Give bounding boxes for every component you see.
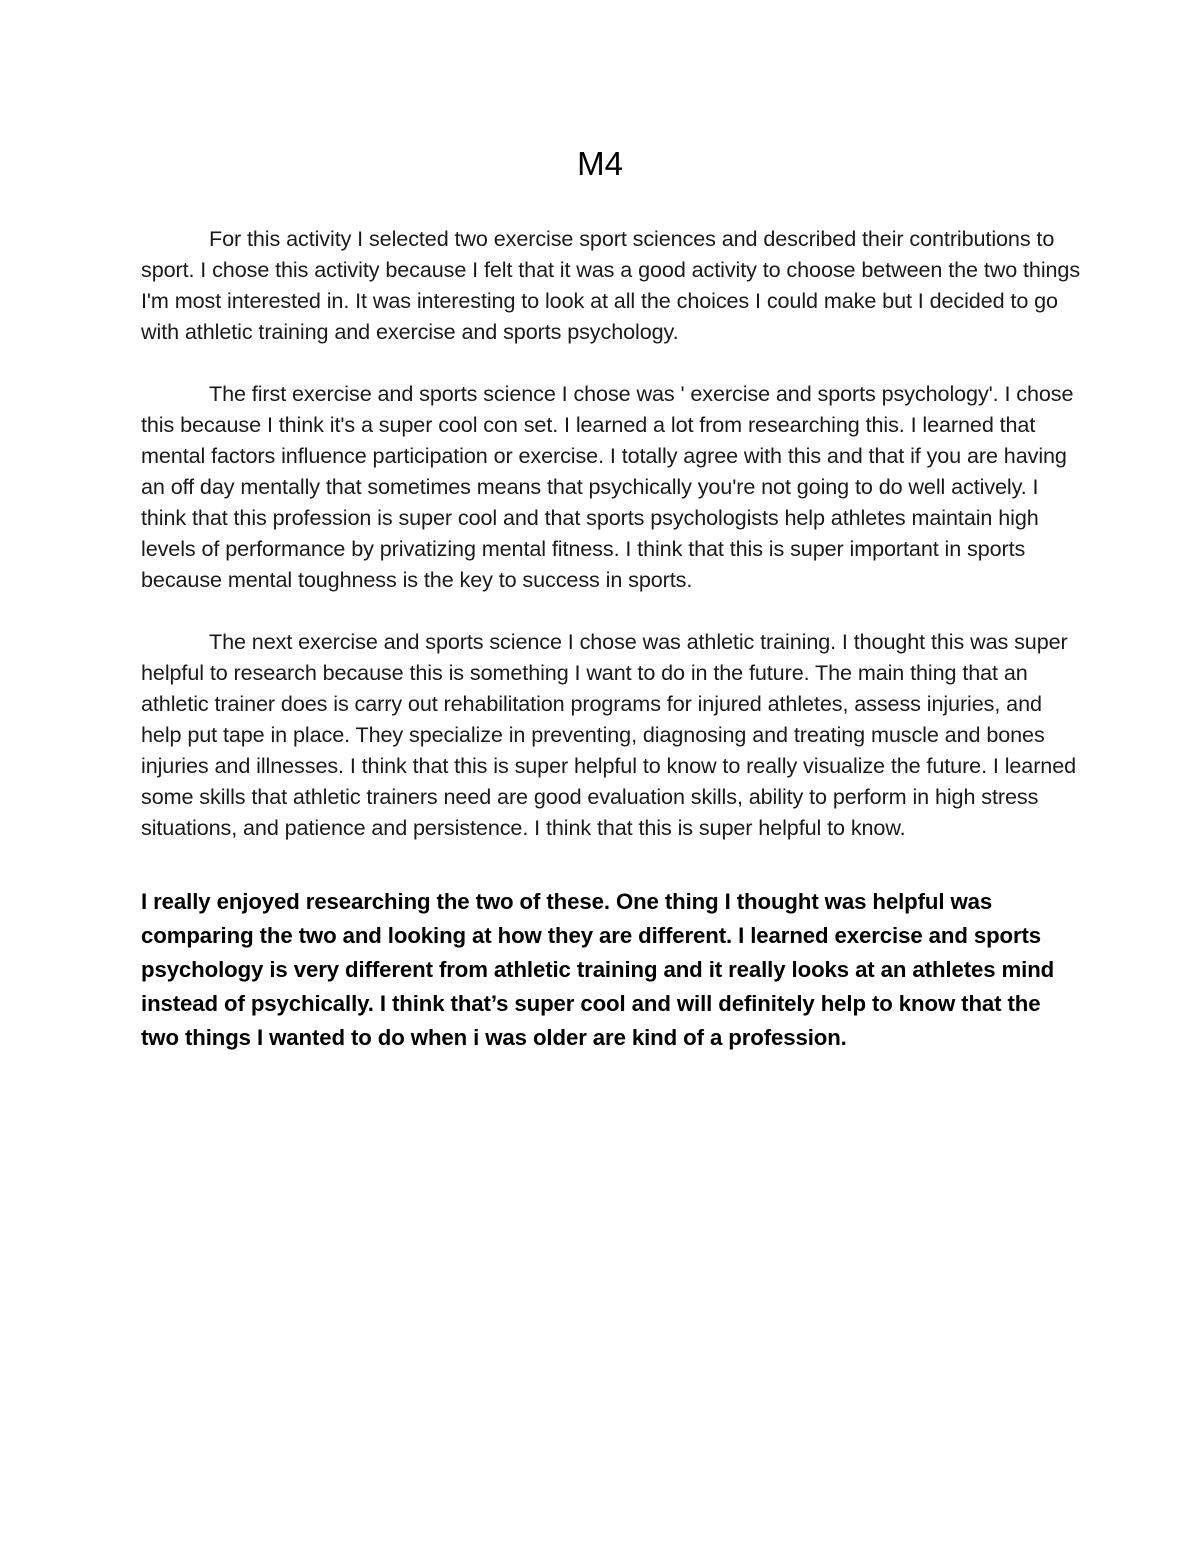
paragraph-introduction: For this activity I selected two exercise sport sciences and described their contributions to sport. I chose this activity because I felt that it was a good activity to choose between the two things I'm most interested in. It was interesting to look at all the choices I could make but I decided to go with athletic training and exercise and sports psychology. <box>141 226 1081 344</box>
paragraph-athletic-training: The next exercise and sports science I chose was athletic training. I thought this was super helpful to research because this is something I want to do in the future. The main thing that an athletic trainer does is carry out rehabilitation programs for injured athletes, assess injuries, and help put tape in place. They specialize in preventing, diagnosing and treating muscle and bones injuries and illnesses. I think that this is super helpful to know to really visualize the future. I learned some skills that athletic trainers need are good evaluation skills, ability to perform in high stress situations, and patience and persistence. I think that this is super helpful to know. <box>141 629 1077 840</box>
document-body <box>141 223 1081 1086</box>
paragraph-conclusion: I really enjoyed researching the two of these. One thing I thought was helpful was comparing the two and looking at how they are different. I learned exercise and sports psychology is very different from athletic training and it really looks at an athletes mind instead of psychically. I think that’s super cool and will definitely help to know that the two things I wanted to do when i was older are kind of a profession. <box>141 889 1055 1050</box>
paragraph-sports-psychology: The first exercise and sports science I chose was ' exercise and sports psychology'. I chose this because I think it's a super cool con set. I learned a lot from researching this. I learned that mental factors influence participation or exercise. I totally agree with this and that if you are having an off day mentally that sometimes means that psychically you're not going to do well actively. I think that this profession is super cool and that sports psychologists help athletes maintain high levels of performance by privatizing mental fitness. I think that this is super important in sports because mental toughness is the key to success in sports. <box>141 381 1074 592</box>
document-title: M4 <box>577 145 623 182</box>
